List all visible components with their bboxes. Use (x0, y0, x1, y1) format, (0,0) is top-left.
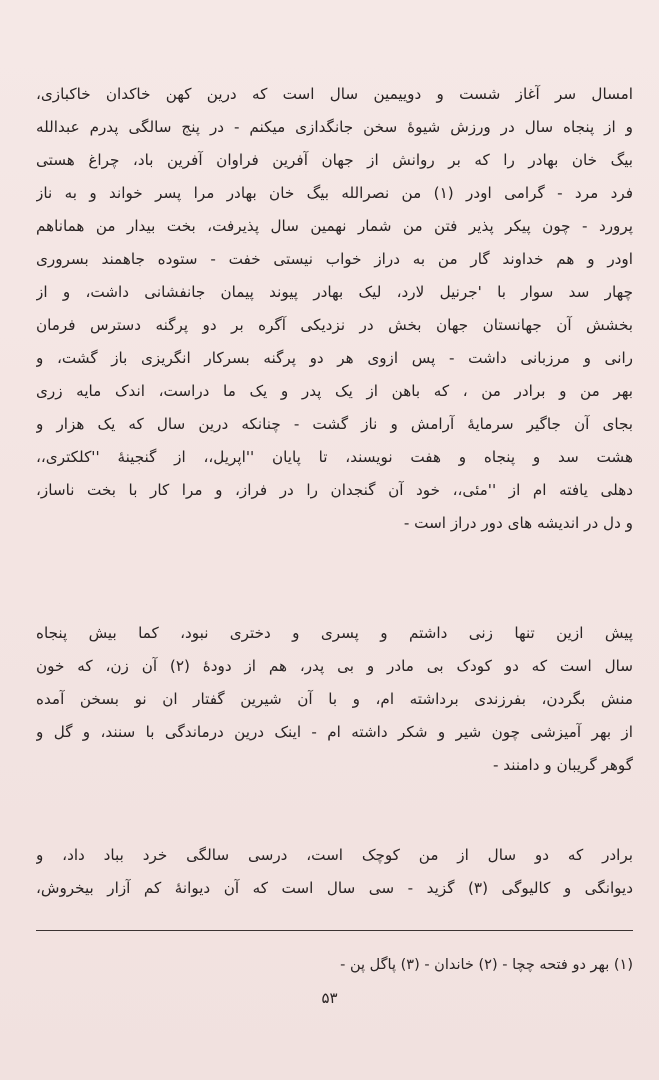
paragraph-1-line: و از پنجاه سال در ورزش شیوهٔ سخن جانگدازی میکنم - در پنج سالگی پدرم عبدالله (36, 118, 633, 136)
paragraph-1-line: دهلی یافته ام از ''مئی،، خود آن گنجدان را در فراز، و مرا کار با بخت ناساز، (36, 481, 633, 499)
paragraph-1-line: بهر من و برادر من ، که باهن از یک پدر و یک ما دراست، اندک مایه زری (36, 382, 633, 400)
paragraph-2-line: از بهر آمیزشی چون شیر و شکر داشته ام - اینک درین درماندگی با سنند، و گل و (36, 723, 633, 741)
paragraph-2-line: گوهر گریبان و دامنند - (492, 756, 633, 774)
paragraph-1-line: چهار سد سوار با 'جرنیل لارد، لیک بهادر پیوند پیمان جانفشانی داشت، و از (36, 283, 633, 301)
paragraph-1-line: فرد مرد - گرامی اودر (۱) من نصرالله بیگ خان بهادر مرا پسر خواند و به ناز (36, 184, 633, 202)
paragraph-1-line: اودر و هم خداوند گار من به دراز خواب نیستی خفت - ستوده جاهمند بسروری (36, 250, 633, 268)
paragraph-1-line: پرورد - چون پیکر پذیر فتن من شمار نهمین سال پذیرفت، بخت بیدار من هماناهم (36, 217, 633, 235)
paragraph-3-line: دیوانگی و کالیوگی (۳) گزید - سی سال است که آن دیوانهٔ کم آزار بیخروش، (36, 879, 633, 897)
paragraph-1-line: بجای آن جاگیر سرمایهٔ آرامش و ناز گشت - چنانکه درین سال که یک هزار و (36, 415, 633, 433)
paragraph-1-line: و دل در اندیشه های دور دراز است - (403, 514, 633, 532)
paragraph-1-line: بخشش آن جهانستان جهان بخش در نزدیکی آگره بر دو پرگنه دسترس فرمان (36, 316, 633, 334)
footnote: (۱) بهر دو فتحه چچا - (۲) خاندان - (۳) پاگل پن - (340, 957, 633, 973)
paragraph-3-line: برادر که دو سال از من کوچک است، درسی سالگی خرد بباد داد، و (36, 846, 633, 864)
footnote-divider (36, 930, 633, 931)
paragraph-2-line: منش بگردن، بفرزندی برداشته ام، و با آن شیرین گفتار ان نو بسخن آمده (36, 690, 633, 708)
paragraph-1-line: هشت سد و پنجاه و هفت نویسند، تا پایان ''اپریل،، از گنجینهٔ ''کلکتری،، (36, 448, 633, 466)
paragraph-1-line: رانی و مرزبانی داشت - پس ازوی هر دو پرگنه بسرکار انگریزی باز گشت، و (36, 349, 633, 367)
page-number: ۵۳ (321, 989, 338, 1007)
paragraph-2-line: پیش ازین تنها زنی داشتم و پسری و دختری نبود، کما بیش پنجاه (36, 624, 633, 642)
paragraph-1-line: امسال سر آغاز شست و دوییمین سال است که درین کهن خاکدان خاکبازی، (36, 85, 633, 103)
paragraph-2-line: سال است که دو کودک بی مادر و بی پدر، هم از دودهٔ (۲) آن زن، که خون (36, 657, 633, 675)
paragraph-1-line: بیگ خان بهادر را که بر روانش از جهان آفرین فراوان آفرین باد، چراغ هستی (36, 151, 633, 169)
